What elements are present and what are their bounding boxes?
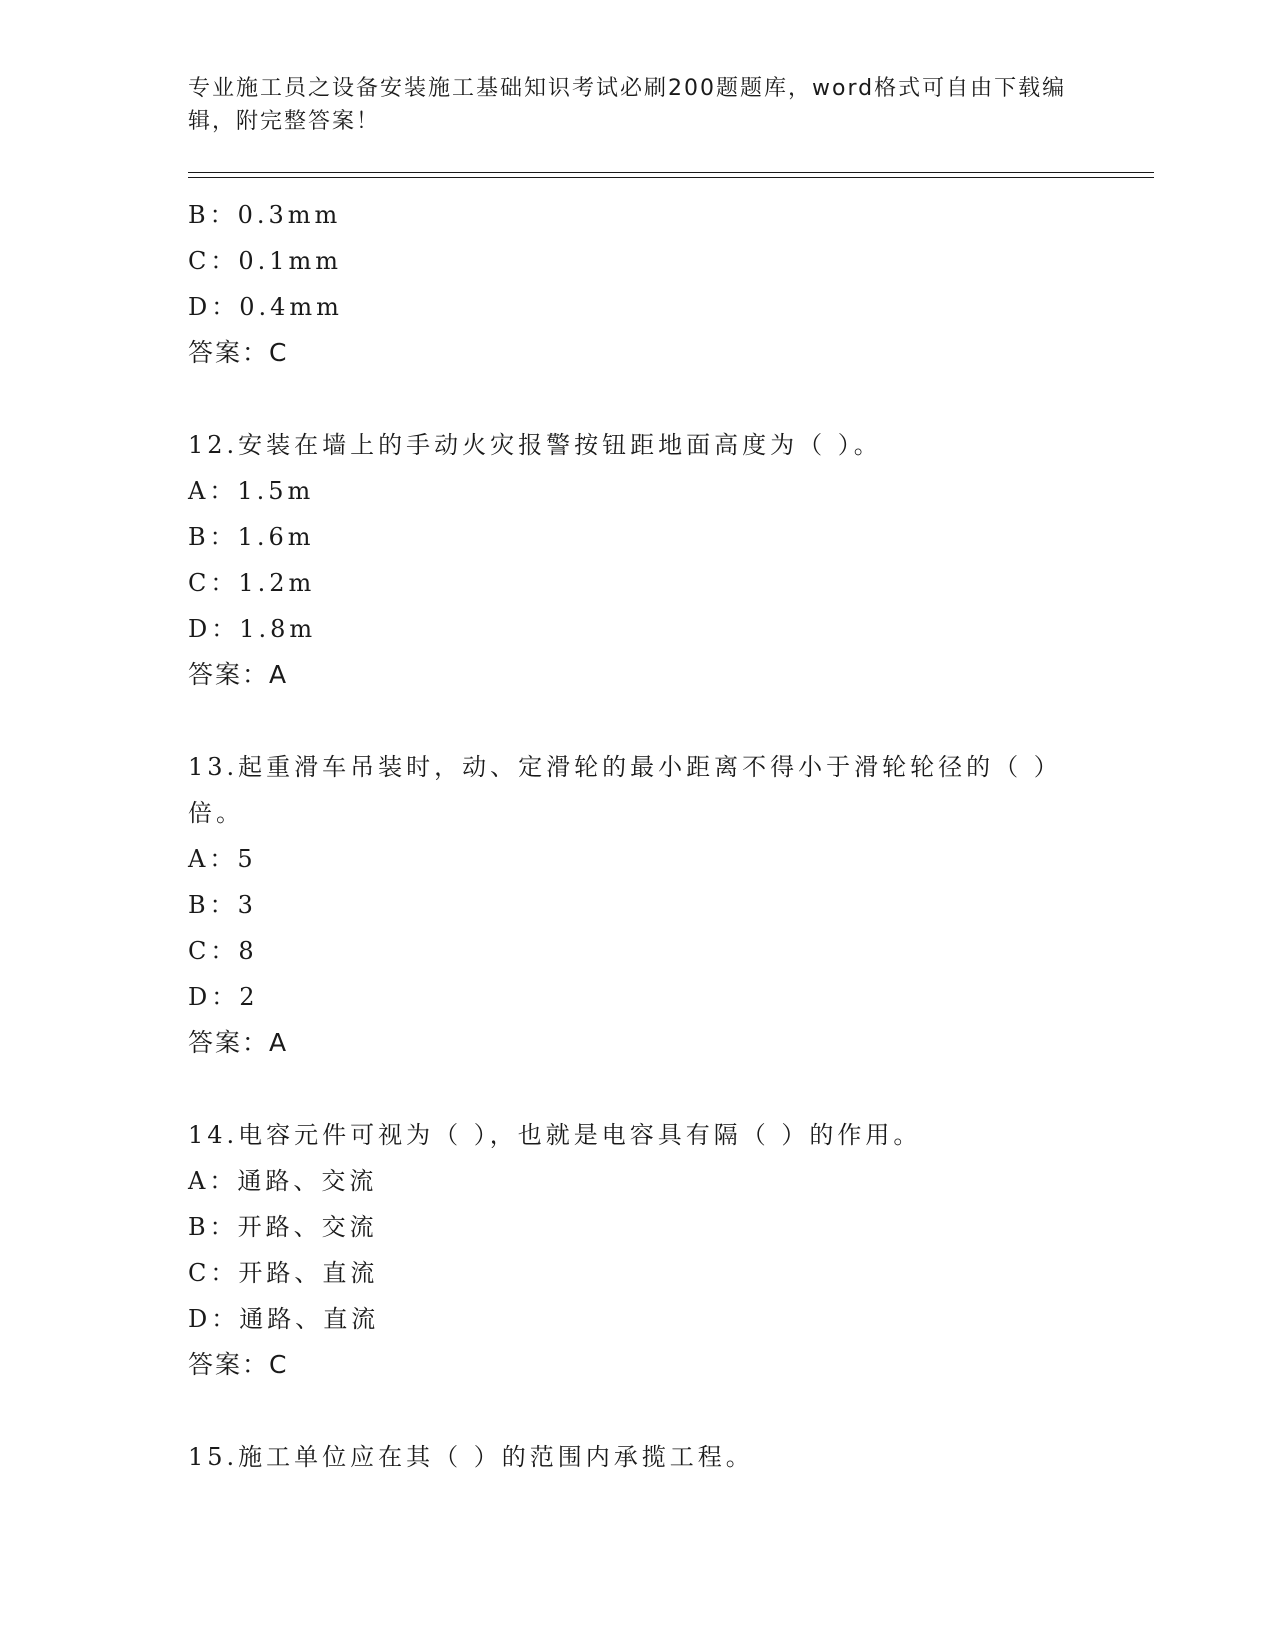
question-text: 15.施工单位应在其（ ）的范围内承揽工程。: [188, 1443, 754, 1471]
option-b: B：3: [188, 891, 257, 919]
question-13: [188, 744, 1088, 1066]
option-d: D：通路、直流: [188, 1305, 380, 1333]
option-b: B：1.6m: [188, 523, 315, 551]
option-d: D：2: [188, 983, 259, 1011]
spacer: [188, 1388, 1088, 1434]
option-c: C：1.2m: [188, 569, 316, 597]
answer-line: 答案：A: [188, 1028, 289, 1057]
option-c: C：0.1mm: [188, 247, 343, 275]
question-15: [188, 1434, 1088, 1480]
question-text: 13.起重滑车吊装时，动、定滑轮的最小距离不得小于滑轮轮径的（ ）倍。: [188, 753, 1050, 827]
question-11-continued: [188, 192, 1088, 376]
spacer: [188, 698, 1088, 744]
option-b: B：0.3mm: [188, 201, 342, 229]
option-c: C：8: [188, 937, 258, 965]
question-text: 12.安装在墙上的手动火灾报警按钮距地面高度为（ ）。: [188, 431, 882, 459]
option-c: C：开路、直流: [188, 1259, 379, 1287]
question-text: 14.电容元件可视为（ ），也就是电容具有隔（ ）的作用。: [188, 1121, 922, 1149]
option-a: A：通路、交流: [188, 1167, 378, 1195]
answer-line: 答案：C: [188, 338, 289, 367]
header-rule-top: [188, 172, 1154, 173]
option-b: B：开路、交流: [188, 1213, 378, 1241]
option-d: D：1.8m: [188, 615, 317, 643]
answer-line: 答案：A: [188, 660, 289, 689]
option-a: A：1.5m: [188, 477, 315, 505]
option-d: D：0.4mm: [188, 293, 343, 321]
document-header: 专业施工员之设备安装施工基础知识考试必刷200题题库，word格式可自由下载编辑，附完整答案！: [188, 76, 1067, 134]
question-12: [188, 422, 1088, 698]
header-rule-bottom: [188, 177, 1154, 178]
option-a: A：5: [188, 845, 257, 873]
question-14: [188, 1112, 1088, 1388]
spacer: [188, 1066, 1088, 1112]
spacer: [188, 376, 1088, 422]
answer-line: 答案：C: [188, 1350, 289, 1379]
exam-content: [188, 192, 1088, 1480]
